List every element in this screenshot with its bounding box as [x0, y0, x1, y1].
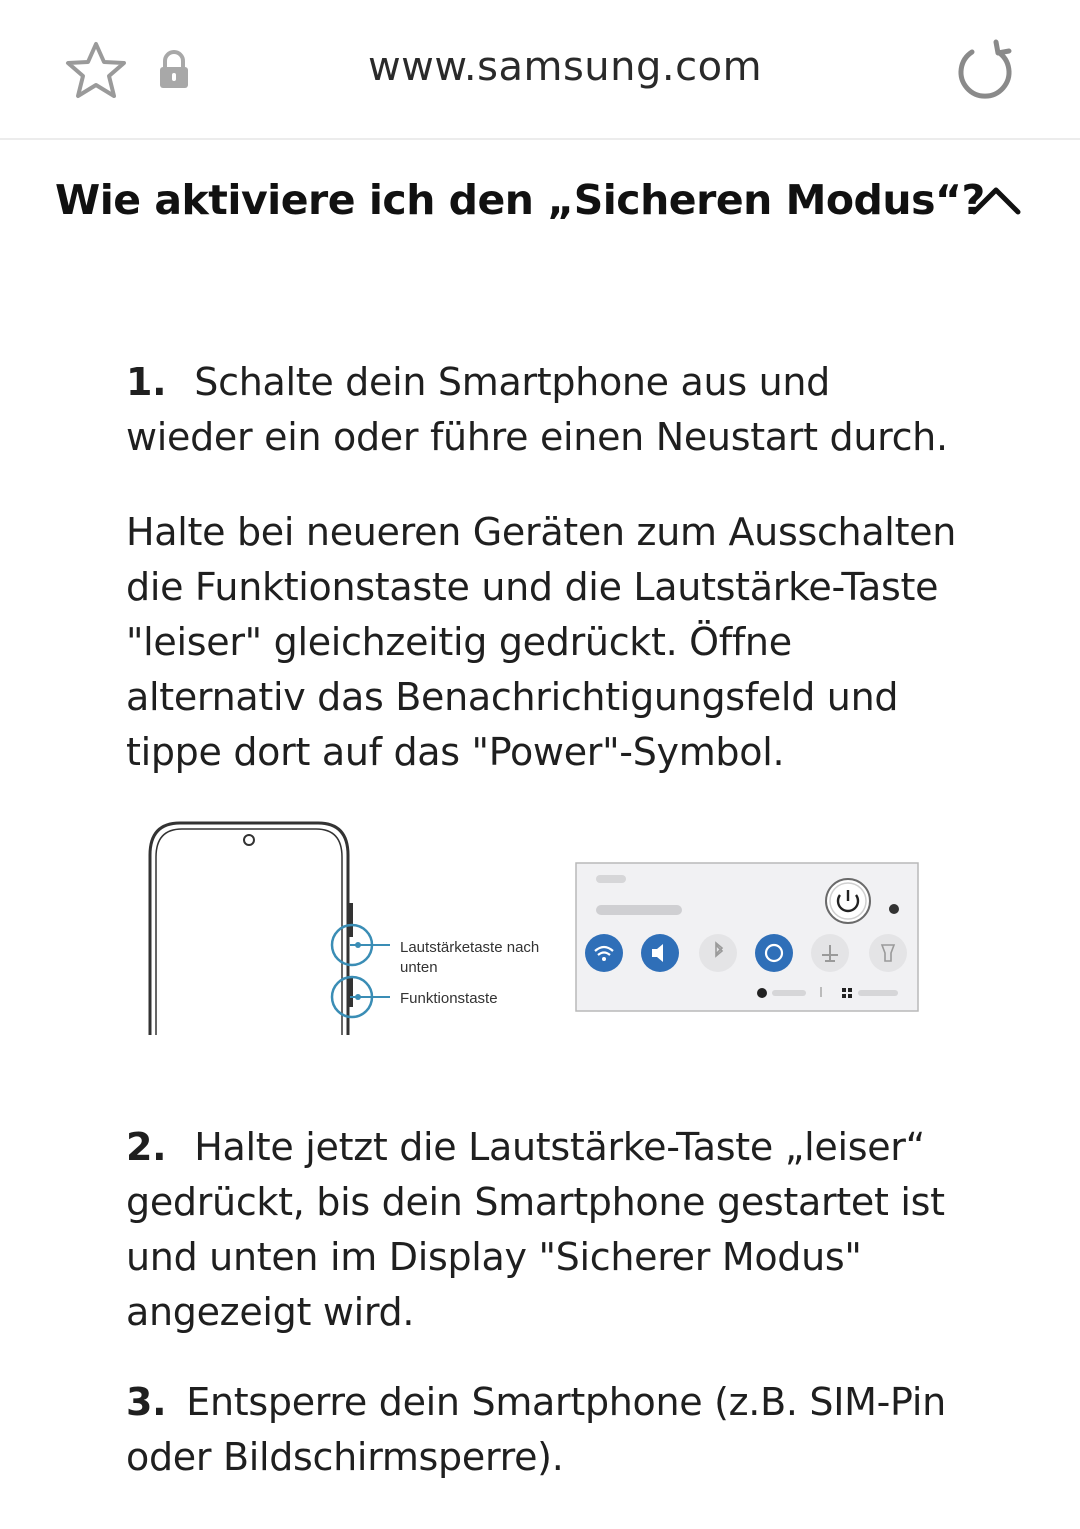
phone-outline: [150, 823, 353, 1035]
step-number: 3.: [126, 1380, 167, 1424]
step-number: 1.: [126, 360, 167, 404]
browser-toolbar: [0, 0, 1080, 140]
volume-label-line-1: Lautstärketaste nach: [400, 939, 540, 956]
power-label: Funktionstaste: [400, 990, 498, 1007]
reload-icon[interactable]: [950, 38, 1020, 104]
lock-icon[interactable]: [156, 50, 192, 90]
notification-panel: [576, 863, 918, 1011]
volume-callout: [332, 925, 390, 965]
url-address-bar[interactable]: www.samsung.com: [367, 44, 763, 90]
step-3-text: [126, 1375, 966, 1485]
star-icon[interactable]: [64, 40, 128, 100]
instruction-illustration: [140, 815, 940, 1045]
step-text: Schalte dein Smartphone aus und wieder ein oder führe einen Neustart durch.: [126, 360, 948, 459]
volume-label-line-2: unten: [400, 959, 438, 976]
faq-title: Wie aktiviere ich den „Sicheren Modus“?: [55, 176, 985, 224]
step-text: Entsperre dein Smartphone (z.B. SIM-Pin oder Bildschirmsperre).: [126, 1380, 946, 1479]
power-callout: [332, 977, 390, 1017]
faq-accordion-header[interactable]: [0, 140, 1080, 260]
faq-answer-step-3: [126, 1375, 966, 1485]
step-text: Halte jetzt die Lautstärke-Taste „leiser“ gedrückt, bis dein Smartphone gestartet ist und unten im Display "Sicherer Modus" angezeigt wird.: [126, 1125, 945, 1334]
faq-answer-step-1: [126, 355, 966, 780]
chevron-up-icon[interactable]: [968, 180, 1024, 220]
faq-answer-step-2: [126, 1120, 966, 1340]
step-1-text: [126, 355, 966, 465]
step-number: 2.: [126, 1125, 167, 1169]
step-1-detail: Halte bei neueren Geräten zum Ausschalten die Funktionstaste und die Lautstärke-Taste "leiser" gleichzeitig gedrückt. Öffne alternativ das Benachrichtigungsfeld und tippe dort auf das "Power"-Symbol.: [126, 510, 957, 774]
step-2-text: [126, 1120, 966, 1340]
